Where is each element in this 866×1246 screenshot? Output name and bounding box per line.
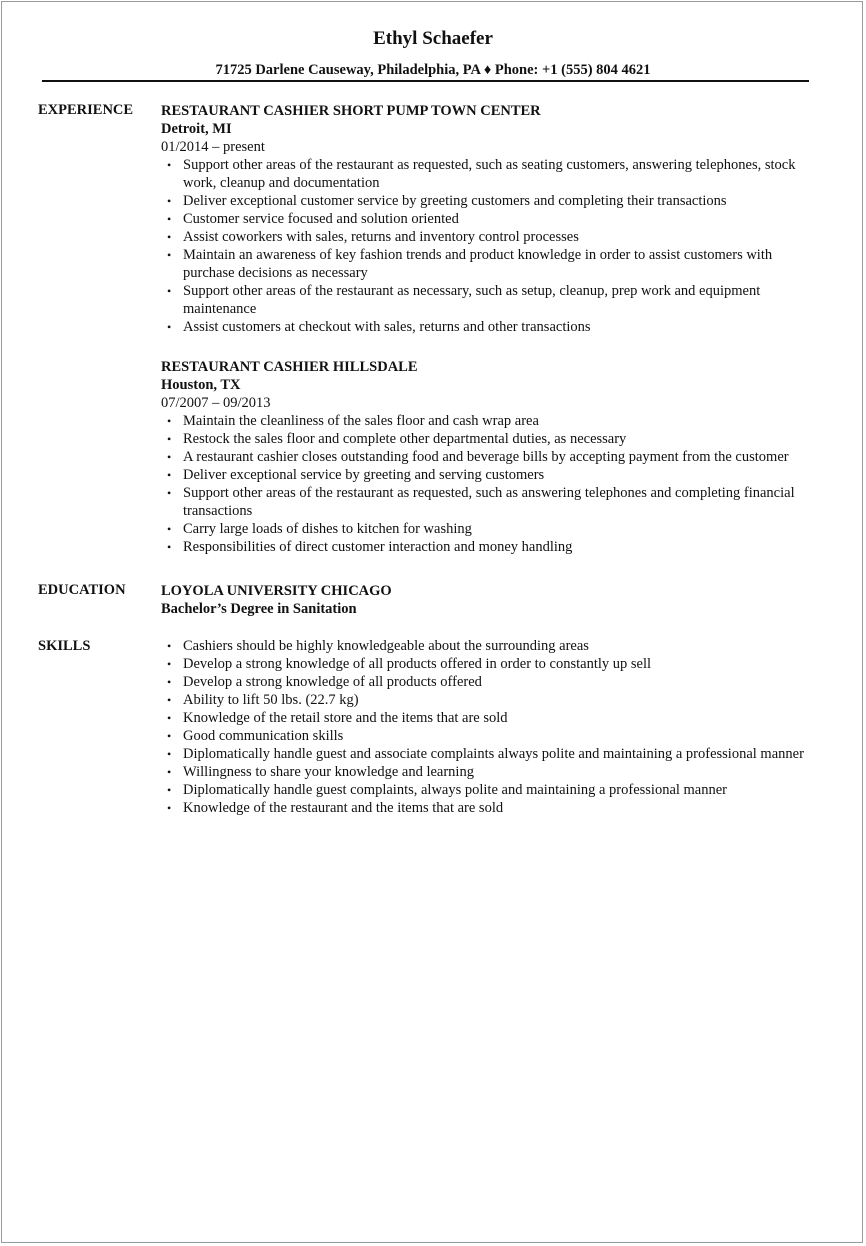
list-item-text: Deliver exceptional customer service by greeting customers and completing their transactions	[183, 193, 727, 209]
list-item-text: Deliver exceptional service by greeting and serving customers	[183, 467, 545, 483]
job-location: Houston, TX	[161, 377, 241, 393]
bullet-icon: •	[167, 783, 172, 797]
skills-list	[161, 637, 821, 817]
list-item-text: Support other areas of the restaurant as necessary, such as setup, cleanup, prep work and equipment maintenance	[183, 283, 761, 317]
bullet-icon: •	[167, 540, 172, 554]
list-item-text: Diplomatically handle guest and associate complaints always polite and maintaining a professional manner	[183, 746, 804, 762]
bullet-icon: •	[167, 414, 172, 428]
list-item-text: Develop a strong knowledge of all products offered	[183, 674, 482, 690]
list-item-text: Customer service focused and solution oriented	[183, 211, 459, 227]
bullet-icon: •	[167, 158, 172, 172]
list-item-text: Good communication skills	[183, 728, 344, 744]
list-item-text: A restaurant cashier closes outstanding food and beverage bills by accepting payment from the customer	[183, 449, 789, 465]
section-label-experience: EXPERIENCE	[38, 102, 134, 118]
list-item	[161, 246, 821, 282]
section-label-skills: SKILLS	[38, 638, 91, 654]
bullet-icon: •	[167, 675, 172, 689]
list-item-text: Carry large loads of dishes to kitchen for washing	[183, 521, 472, 537]
list-item-text: Maintain an awareness of key fashion trends and product knowledge in order to assist customers with purchase decisions as necessary	[183, 247, 773, 281]
list-item	[161, 412, 821, 430]
bullet-icon: •	[167, 194, 172, 208]
list-item	[161, 430, 821, 448]
list-item	[161, 709, 821, 727]
list-item	[161, 799, 821, 817]
list-item-text: Ability to lift 50 lbs. (22.7 kg)	[183, 692, 359, 708]
list-item-text: Cashiers should be highly knowledgeable about the surrounding areas	[183, 638, 589, 654]
education-entry	[161, 582, 821, 618]
bullet-icon: •	[167, 284, 172, 298]
job-bullets	[161, 412, 821, 556]
bullet-icon: •	[167, 468, 172, 482]
list-item	[161, 484, 821, 520]
bullet-icon: •	[167, 657, 172, 671]
list-item-text: Diplomatically handle guest complaints, always polite and maintaining a professional manner	[183, 782, 728, 798]
list-item	[161, 282, 821, 318]
header-divider	[42, 80, 809, 82]
job-entry	[161, 358, 821, 556]
list-item-text: Responsibilities of direct customer interaction and money handling	[183, 539, 573, 555]
degree: Bachelor’s Degree in Sanitation	[161, 601, 357, 617]
school-name: LOYOLA UNIVERSITY CHICAGO	[161, 583, 392, 599]
list-item	[161, 538, 821, 556]
job-dates: 07/2007 – 09/2013	[161, 395, 271, 411]
list-item	[161, 727, 821, 745]
list-item	[161, 655, 821, 673]
list-item	[161, 228, 821, 246]
list-item-text: Develop a strong knowledge of all products offered in order to constantly up sell	[183, 656, 652, 672]
bullet-icon: •	[167, 711, 172, 725]
list-item	[161, 520, 821, 538]
job-title: RESTAURANT CASHIER HILLSDALE	[161, 359, 418, 375]
list-item	[161, 691, 821, 709]
bullet-icon: •	[167, 320, 172, 334]
list-item	[161, 781, 821, 799]
list-item	[161, 763, 821, 781]
bullet-icon: •	[167, 801, 172, 815]
contact-line: 71725 Darlene Causeway, Philadelphia, PA ♦ Phone: +1 (555) 804 4621	[215, 62, 651, 78]
list-item	[161, 210, 821, 228]
bullet-icon: •	[167, 693, 172, 707]
job-bullets	[161, 156, 821, 336]
bullet-icon: •	[167, 765, 172, 779]
list-item-text: Willingness to share your knowledge and learning	[183, 764, 474, 780]
bullet-icon: •	[167, 432, 172, 446]
bullet-icon: •	[167, 230, 172, 244]
list-item-text: Assist customers at checkout with sales, returns and other transactions	[183, 319, 591, 335]
bullet-icon: •	[167, 248, 172, 262]
bullet-icon: •	[167, 486, 172, 500]
list-item-text: Restock the sales floor and complete other departmental duties, as necessary	[183, 431, 627, 447]
list-item	[161, 156, 821, 192]
job-dates: 01/2014 – present	[161, 139, 265, 155]
list-item-text: Knowledge of the restaurant and the items that are sold	[183, 800, 504, 816]
skills-entry	[161, 637, 821, 817]
bullet-icon: •	[167, 212, 172, 226]
bullet-icon: •	[167, 729, 172, 743]
list-item	[161, 448, 821, 466]
list-item-text: Maintain the cleanliness of the sales floor and cash wrap area	[183, 413, 539, 429]
list-item-text: Support other areas of the restaurant as requested, such as seating customers, answering telephones, stock work, cleanup and documentation	[183, 157, 796, 191]
bullet-icon: •	[167, 522, 172, 536]
list-item	[161, 745, 821, 763]
job-location: Detroit, MI	[161, 121, 232, 137]
bullet-icon: •	[167, 747, 172, 761]
list-item	[161, 466, 821, 484]
section-label-education: EDUCATION	[38, 582, 126, 598]
list-item	[161, 673, 821, 691]
list-item-text: Support other areas of the restaurant as requested, such as answering telephones and completing financial transactions	[183, 485, 795, 519]
bullet-icon: •	[167, 450, 172, 464]
list-item	[161, 318, 821, 336]
list-item-text: Knowledge of the retail store and the items that are sold	[183, 710, 508, 726]
list-item	[161, 192, 821, 210]
list-item-text: Assist coworkers with sales, returns and inventory control processes	[183, 229, 579, 245]
bullet-icon: •	[167, 639, 172, 653]
candidate-name: Ethyl Schaefer	[373, 28, 493, 49]
list-item	[161, 637, 821, 655]
job-entry	[161, 102, 821, 336]
job-title: RESTAURANT CASHIER SHORT PUMP TOWN CENTER	[161, 103, 541, 119]
